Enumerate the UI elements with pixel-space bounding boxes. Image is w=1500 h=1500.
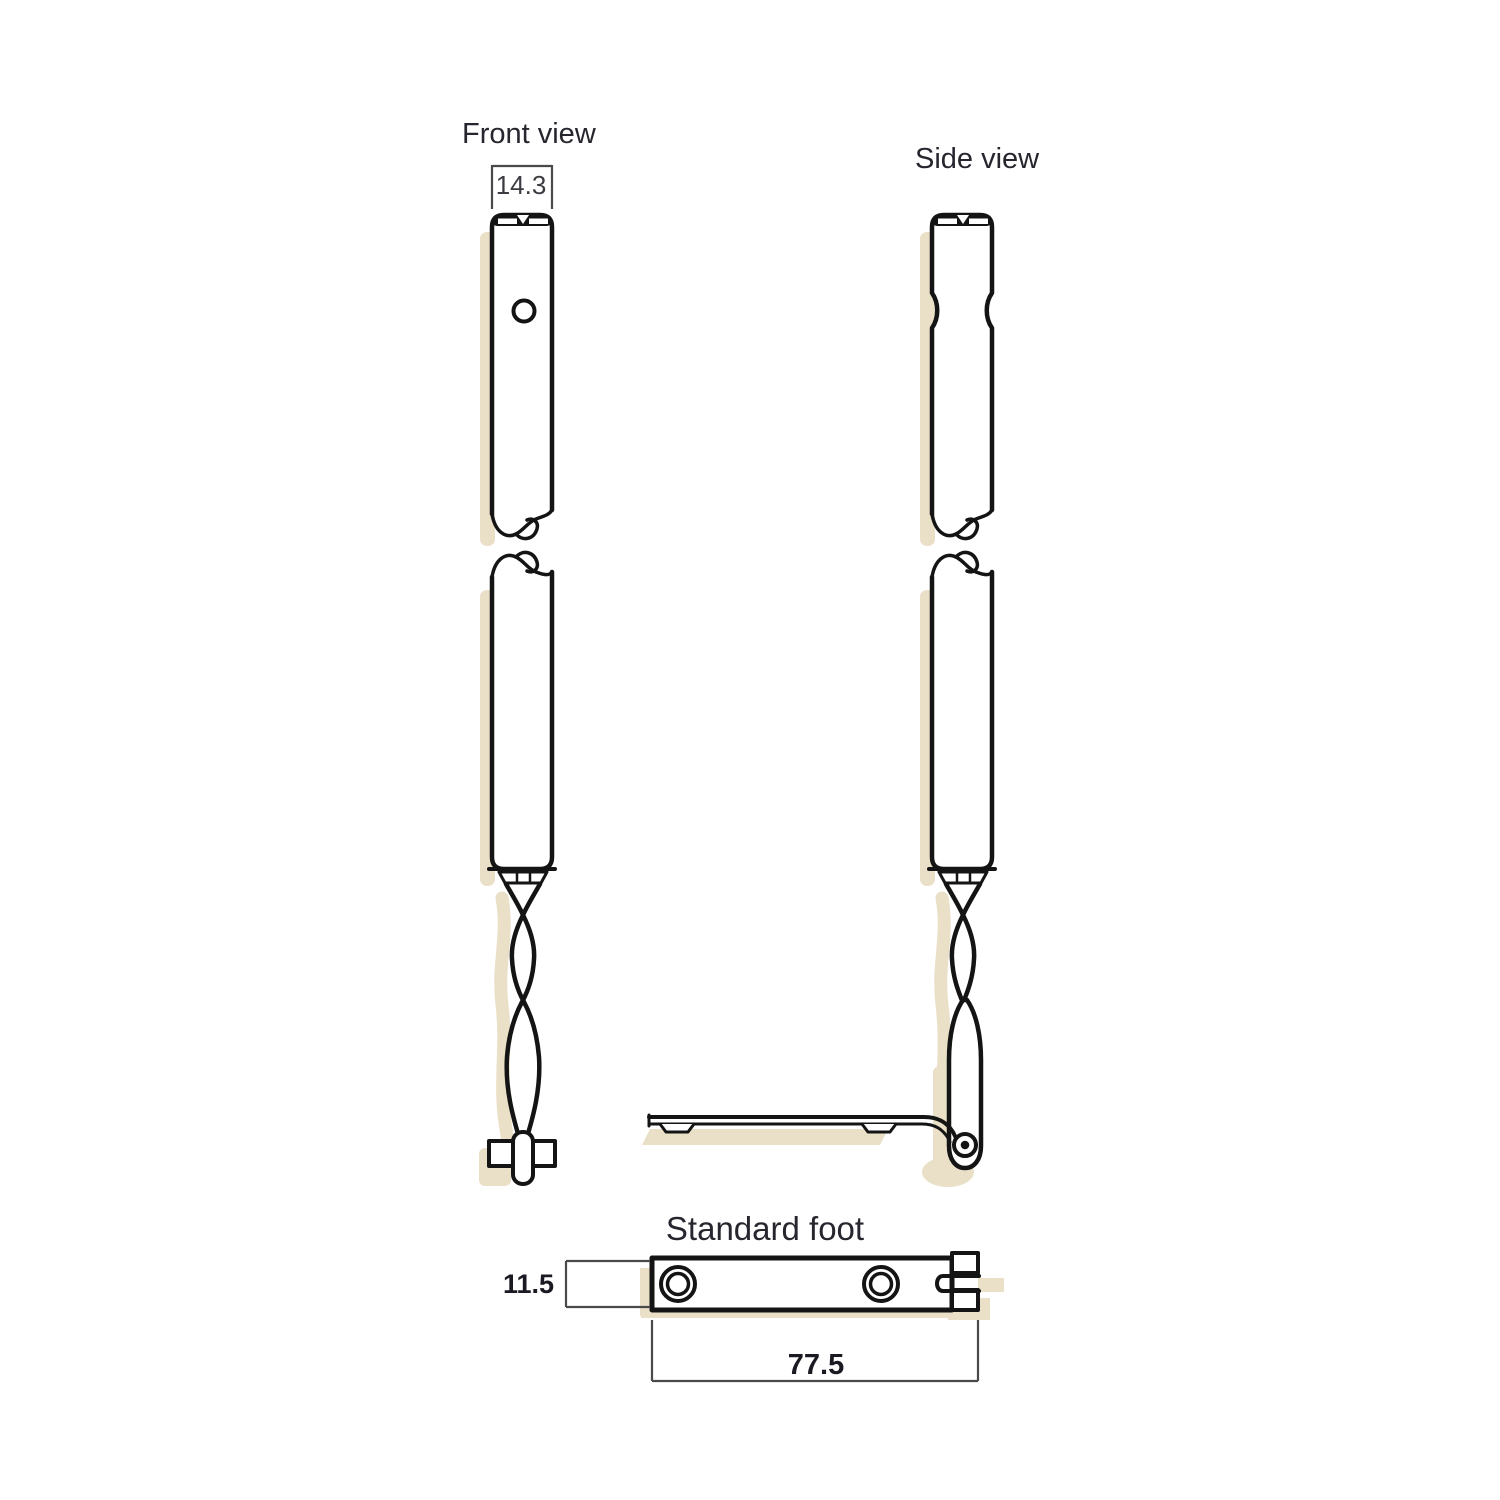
side-view bbox=[649, 143, 1040, 1168]
side-foot-pivot-rivet bbox=[961, 1141, 970, 1150]
front-lower-break-line bbox=[492, 555, 552, 577]
foot-tab-top bbox=[952, 1253, 978, 1273]
front-twist-bar bbox=[506, 884, 540, 1150]
foot-length-dimension bbox=[652, 1320, 978, 1381]
shadows bbox=[479, 232, 1004, 1320]
side-rod-collar bbox=[939, 872, 987, 883]
front-upper-break-line bbox=[492, 510, 552, 536]
standard-foot-label: Standard foot bbox=[665, 1210, 865, 1247]
front-rod-width-value: 14.3 bbox=[495, 170, 547, 200]
foot-hole-left bbox=[661, 1267, 695, 1301]
front-view-label: Front view bbox=[462, 118, 596, 150]
front-view bbox=[462, 118, 967, 1184]
front-rod-width-dimension bbox=[492, 165, 552, 209]
foot-height-value: 11.5 bbox=[502, 1269, 554, 1299]
side-foot-countersink-left bbox=[660, 1124, 694, 1132]
side-lower-break-line bbox=[932, 555, 992, 577]
front-upper-rod bbox=[492, 215, 552, 539]
side-upper-rod bbox=[932, 215, 992, 539]
foot-hole-right bbox=[864, 1267, 898, 1301]
front-rod-collar bbox=[499, 872, 547, 883]
front-lower-rod bbox=[489, 552, 967, 883]
foot-length-value: 77.5 bbox=[787, 1349, 845, 1381]
side-foot-countersink-right bbox=[862, 1124, 896, 1132]
side-twist-bar bbox=[946, 884, 980, 1003]
side-lower-rod bbox=[929, 552, 995, 883]
side-upper-break-line bbox=[932, 510, 992, 536]
front-foot-left-plate bbox=[489, 1141, 514, 1166]
foot-height-dimension bbox=[503, 1261, 650, 1307]
standard-foot-detail bbox=[503, 1210, 979, 1381]
front-foot-tip bbox=[513, 1132, 533, 1184]
front-rod-hole bbox=[514, 301, 535, 322]
side-view-label: Side view bbox=[915, 143, 1040, 175]
